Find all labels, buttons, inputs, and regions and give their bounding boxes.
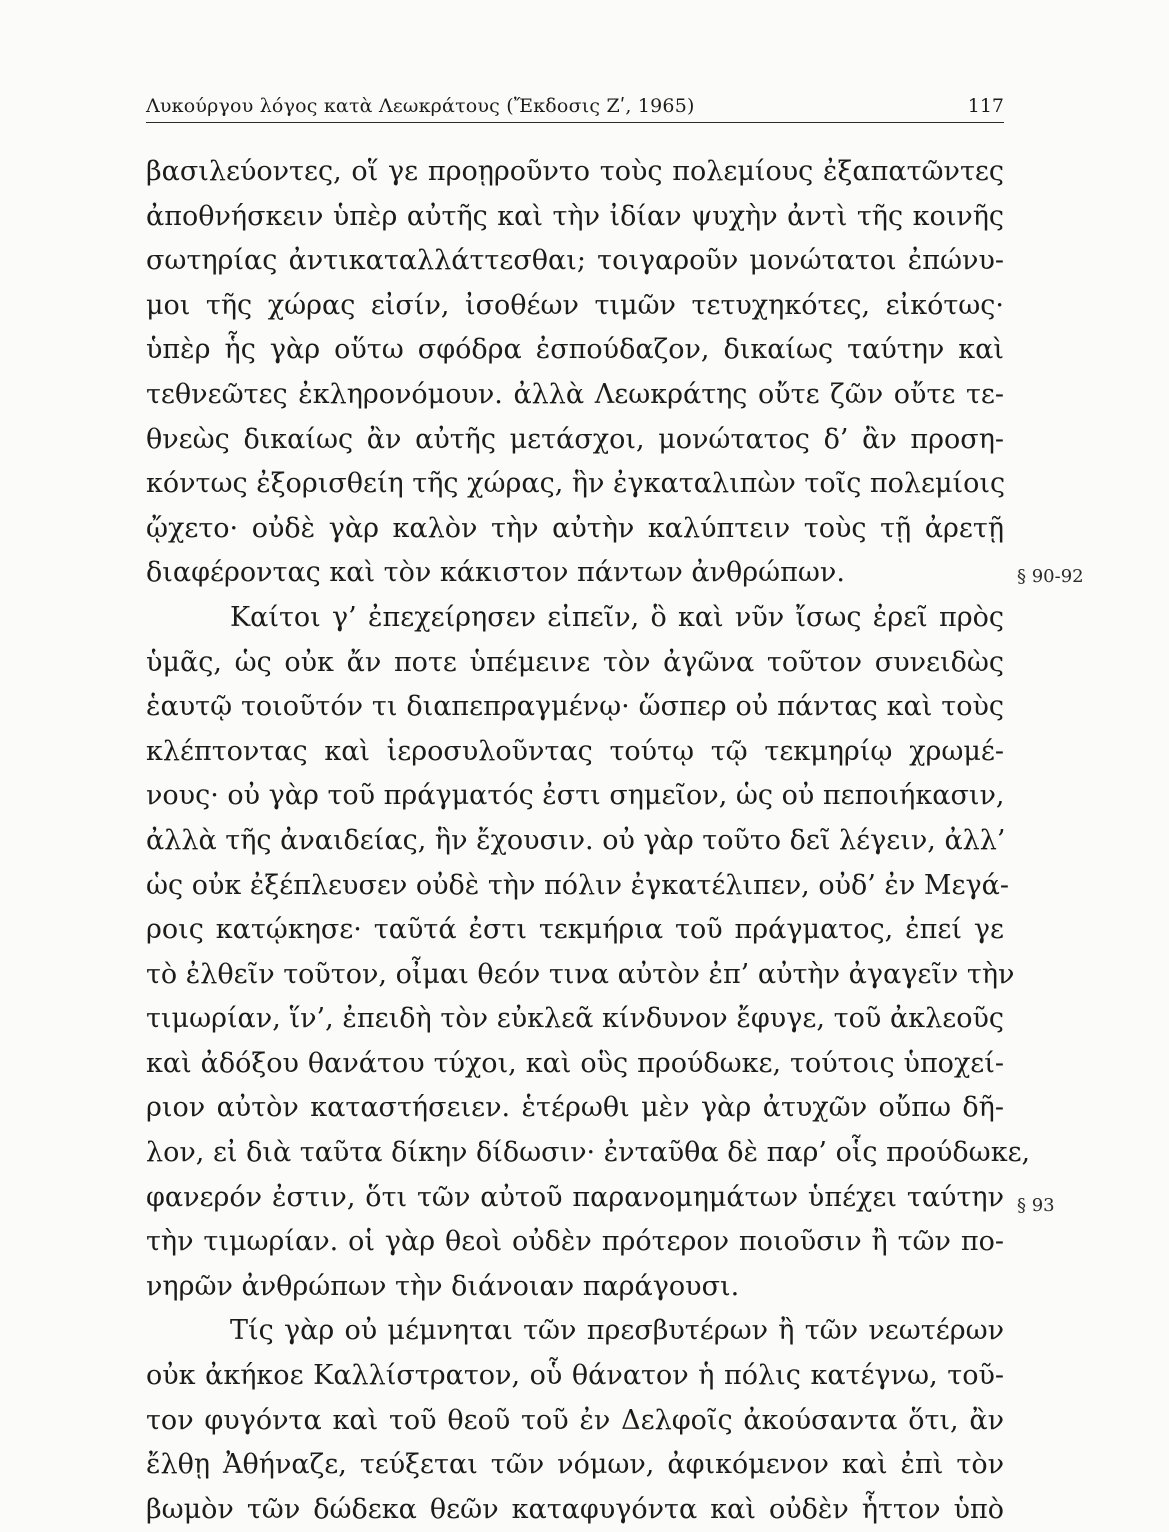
text-line: ἀλλὰ τῆς ἀναιδείας, ἣν ἔχουσιν. οὐ γὰρ τοῦτο δεῖ λέγειν, ἀλλ’: [146, 824, 1006, 856]
text-line: ᾤχετο· οὐδὲ γὰρ καλὸν τὴν αὐτὴν καλύπτειν τοὺς τῇ ἀρετῇ: [146, 512, 1004, 544]
body-text: [146, 150, 1031, 1532]
text-line: ριον αὐτὸν καταστήσειεν. ἑτέρωθι μὲν γὰρ ἀτυχῶν οὔπω δῆ-: [146, 1092, 1004, 1124]
text-line: νους· οὐ γὰρ τοῦ πράγματός ἐστι σημεῖον, ὡς οὐ πεποιήκασιν,: [146, 780, 1005, 812]
text-line: τιμωρίαν, ἵν’, ἐπειδὴ τὸν εὐκλεᾶ κίνδυνον ἔφυγε, τοῦ ἀκλεοῦς: [146, 1003, 1004, 1035]
text-line: καὶ ἀδόξου θανάτου τύχοι, καὶ οὓς προύδωκε, τούτοις ὑποχεί-: [146, 1047, 1004, 1079]
text-line: ἔλθῃ Ἀθήναζε, τεύξεται τῶν νόμων, ἀφικόμενον καὶ ἐπὶ τὸν: [146, 1449, 1004, 1481]
text-line: βασιλεύοντες, οἵ γε προῃροῦντο τοὺς πολεμίους ἐξαπατῶντες: [146, 156, 1004, 187]
text-line: διαφέροντας καὶ τὸν κάκιστον πάντων ἀνθρώπων.: [146, 557, 845, 589]
text-line: Καίτοι γ’ ἐπεχείρησεν εἰπεῖν, ὃ καὶ νῦν ἴσως ἐρεῖ πρὸς: [230, 601, 1004, 633]
text-line: ὑμᾶς, ὡς οὐκ ἄν ποτε ὑπέμεινε τὸν ἀγῶνα τοῦτον συνειδὼς: [146, 646, 1004, 678]
text-line: θνεὼς δικαίως ἂν αὐτῆς μετάσχοι, μονώτατος δ’ ἂν προση-: [146, 423, 1004, 455]
marginal-note: § 93: [1017, 1195, 1055, 1216]
text-line: φανερόν ἐστιν, ὅτι τῶν αὐτοῦ παρανομημάτων ὑπέχει ταύτην: [146, 1181, 1004, 1213]
text-line: τεθνεῶτες ἐκληρονόμουν. ἀλλὰ Λεωκράτης οὔτε ζῶν οὔτε τε-: [146, 378, 1004, 410]
text-line: οὐκ ἀκήκοε Καλλίστρατον, οὗ θάνατον ἡ πόλις κατέγνω, τοῦ-: [146, 1360, 1004, 1392]
text-line: νηρῶν ἀνθρώπων τὴν διάνοιαν παράγουσι.: [146, 1270, 740, 1302]
marginal-note: § 90-92: [1017, 566, 1084, 587]
text-line: τὸ ἐλθεῖν τοῦτον, οἶμαι θεόν τινα αὐτὸν ἐπ’ αὐτὴν ἀγαγεῖν τὴν: [146, 958, 1015, 990]
text-line: τὴν τιμωρίαν. οἱ γὰρ θεοὶ οὐδὲν πρότερον ποιοῦσιν ἢ τῶν πο-: [146, 1226, 1004, 1258]
text-line: ὑπὲρ ἧς γὰρ οὕτω σφόδρα ἐσπούδαζον, δικαίως ταύτην καὶ: [146, 334, 1004, 366]
text-line: ὡς οὐκ ἐξέπλευσεν οὐδὲ τὴν πόλιν ἐγκατέλιπεν, οὐδ’ ἐν Μεγά-: [146, 869, 1010, 901]
text-line: βωμὸν τῶν δώδεκα θεῶν καταφυγόντα καὶ οὐδὲν ἧττον ὑπὸ: [146, 1493, 1004, 1525]
header-title: Λυκούργου λόγος κατὰ Λεωκράτους (Ἔκδοσις Ζʹ, 1965): [146, 95, 695, 117]
text-line: ροις κατῴκησε· ταῦτά ἐστι τεκμήρια τοῦ πράγματος, ἐπεί γε: [146, 914, 1004, 946]
text-line: Τίς γὰρ οὐ μέμνηται τῶν πρεσβυτέρων ἢ τῶν νεωτέρων: [230, 1315, 1004, 1347]
text-line: ἑαυτῷ τοιοῦτόν τι διαπεπραγμένῳ· ὥσπερ οὐ πάντας καὶ τοὺς: [146, 691, 1004, 723]
text-line: σωτηρίας ἀντικαταλλάττεσθαι; τοιγαροῦν μονώτατοι ἐπώνυ-: [146, 245, 1004, 277]
text-line: κόντως ἐξορισθείη τῆς χώρας, ἣν ἐγκαταλιπὼν τοῖς πολεμίοις: [146, 468, 1006, 500]
running-header: [146, 88, 1004, 123]
text-line: κλέπτοντας καὶ ἱεροσυλοῦντας τούτῳ τῷ τεκμηρίῳ χρωμέ-: [146, 735, 1004, 767]
page-number: 117: [967, 95, 1004, 117]
text-line: λον, εἰ διὰ ταῦτα δίκην δίδωσιν· ἐνταῦθα δὲ παρ’ οἷς προύδωκε,: [146, 1137, 1031, 1169]
text-line: μοι τῆς χώρας εἰσίν, ἰσοθέων τιμῶν τετυχηκότες, εἰκότως·: [146, 289, 1004, 321]
text-line: ἀποθνήσκειν ὑπὲρ αὐτῆς καὶ τὴν ἰδίαν ψυχὴν ἀντὶ τῆς κοινῆς: [146, 200, 1004, 232]
text-line: τον φυγόντα καὶ τοῦ θεοῦ τοῦ ἐν Δελφοῖς ἀκούσαντα ὅτι, ἂν: [146, 1404, 1004, 1436]
